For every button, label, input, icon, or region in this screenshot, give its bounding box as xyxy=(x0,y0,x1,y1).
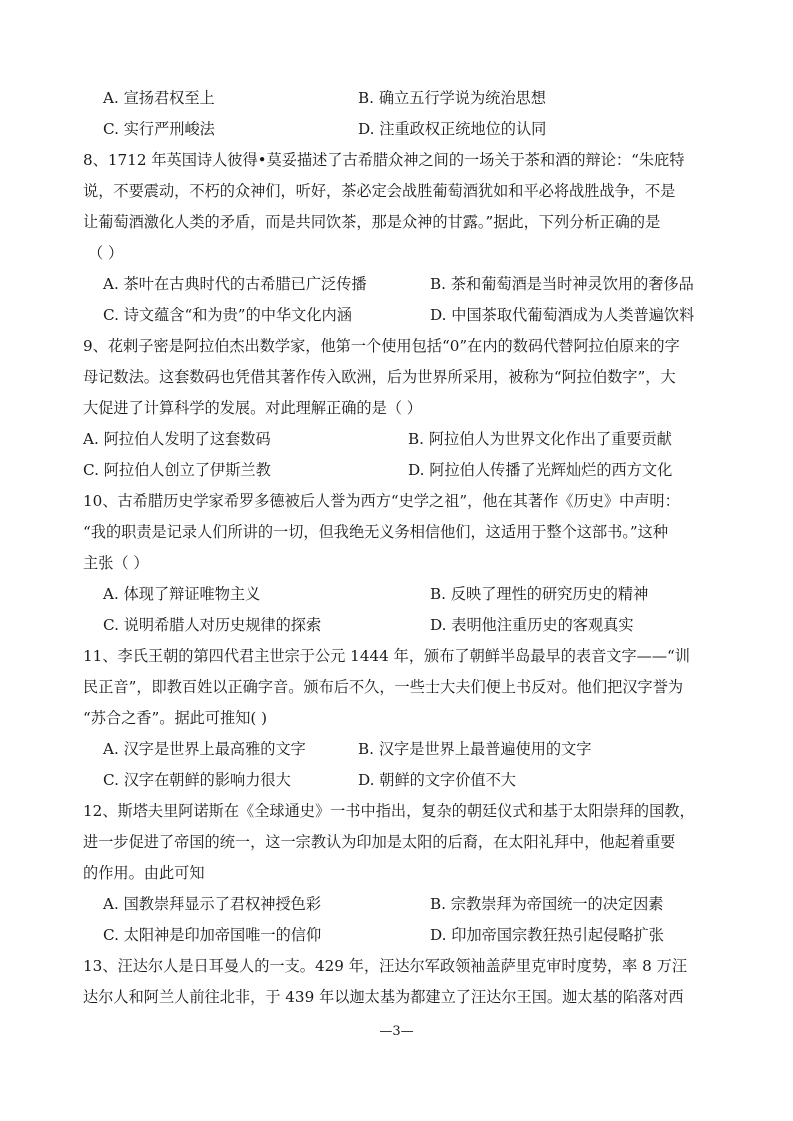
q8-option-b: B. 茶和葡萄酒是当时神灵饮用的奢侈品 xyxy=(430,275,694,293)
q12-option-d: D. 印加帝国宗教狂热引起侵略扩张 xyxy=(430,926,664,944)
q7-option-a: A. 宣扬君权至上 xyxy=(103,89,215,107)
q9-option-d: D. 阿拉伯人传播了光辉灿烂的西方文化 xyxy=(408,461,673,479)
q7-option-d: D. 注重政权正统地位的认同 xyxy=(358,120,547,138)
q11-option-a: A. 汉字是世界上最高雅的文字 xyxy=(103,740,306,758)
q9-option-b: B. 阿拉伯人为世界文化作出了重要贡献 xyxy=(408,430,672,448)
q10-option-b: B. 反映了理性的研究历史的精神 xyxy=(430,585,649,603)
q9-stem-line-3: 大促进了计算科学的发展。对此理解正确的是（ ） xyxy=(83,399,422,417)
q10-stem-line-3: 主张（ ） xyxy=(83,554,149,572)
q11-option-c: C. 汉字在朝鲜的影响力很大 xyxy=(103,771,291,789)
q12-option-c: C. 太阳神是印加帝国唯一的信仰 xyxy=(103,926,322,944)
q10-stem-line-2: “我的职责是记录人们所讲的一切，但我绝无义务相信他们，这适用于整个这部书。”这种 xyxy=(83,523,669,541)
q9-stem-line-2: 母记数法。这套数码也凭借其著作传入欧洲，后为世界所采用，被称为“阿拉伯数字”，大 xyxy=(83,368,676,386)
q10-option-c: C. 说明希腊人对历史规律的探索 xyxy=(103,616,322,634)
q11-option-d: D. 朝鲜的文字价值不大 xyxy=(358,771,516,789)
q13-stem-line-1: 13、汪达尔人是日耳曼人的一支。429 年，汪达尔军政领袖盖萨里克审时度势，率 8 万汪 xyxy=(83,957,688,975)
q8-stem-line-1: 8、1712 年英国诗人彼得•莫妥描述了古希腊众神之间的一场关于茶和酒的辩论：“朱庇特 xyxy=(83,151,685,169)
q10-option-a: A. 体现了辩证唯物主义 xyxy=(103,585,261,603)
q12-option-a: A. 国教崇拜显示了君权神授色彩 xyxy=(103,895,322,913)
q8-stem-line-2: 说，不要震动，不朽的众神们，听好，茶必定会战胜葡萄酒犹如和平必将战胜战争，不是 xyxy=(83,182,676,200)
q9-stem-line-1: 9、花剌子密是阿拉伯杰出数学家，他第一个使用包括“0”在内的数码代替阿拉伯原来的字 xyxy=(83,337,680,355)
q13-stem-line-2: 达尔人和阿兰人前往北非，于 439 年以迦太基为都建立了汪达尔王国。迦太基的陷落对西 xyxy=(83,988,684,1006)
q7-option-c: C. 实行严刑峻法 xyxy=(103,120,215,138)
q11-stem-line-2: 民正音”，即教百姓以正确字音。颁布后不久，一些士大夫们便上书反对。他们把汉字誉为 xyxy=(83,678,684,696)
q8-answer-bracket: （ ） xyxy=(88,244,124,262)
q8-stem-line-3: 让葡萄酒激化人类的矛盾，而是共同饮茶，那是众神的甘露。”据此，下列分析正确的是 xyxy=(83,213,661,231)
q11-stem-line-1: 11、李氏王朝的第四代君主世宗于公元 1444 年，颁布了朝鲜半岛最早的表音文字——“训 xyxy=(83,647,690,665)
q12-option-b: B. 宗教崇拜为帝国统一的决定因素 xyxy=(430,895,664,913)
q8-option-d: D. 中国茶取代葡萄酒成为人类普遍饮料 xyxy=(430,306,695,324)
q12-stem-line-2: 进一步促进了帝国的统一，这一宗教认为印加是太阳的后裔，在太阳礼拜中，他起着重要 xyxy=(83,833,676,851)
q12-stem-line-3: 的作用。由此可知 xyxy=(83,864,205,882)
q7-option-b: B. 确立五行学说为统治思想 xyxy=(358,89,546,107)
q8-option-a: A. 茶叶在古典时代的古希腊已广泛传播 xyxy=(103,275,367,293)
q12-stem-line-1: 12、斯塔夫里阿诺斯在《全球通史》一书中指出，复杂的朝廷仪式和基于太阳崇拜的国教， xyxy=(83,802,695,820)
page-number: —3— xyxy=(379,1024,414,1039)
q11-stem-line-3: “苏合之香”。据此可推知( ) xyxy=(83,709,268,727)
q9-option-a: A. 阿拉伯人发明了这套数码 xyxy=(83,430,271,448)
q10-stem-line-1: 10、古希腊历史学家希罗多德被后人誉为西方“史学之祖”，他在其著作《历史》中声明： xyxy=(83,492,680,510)
q10-option-d: D. 表明他注重历史的客观真实 xyxy=(430,616,634,634)
q9-option-c: C. 阿拉伯人创立了伊斯兰教 xyxy=(83,461,271,479)
q11-option-b: B. 汉字是世界上最普遍使用的文字 xyxy=(358,740,592,758)
q8-option-c: C. 诗文蕴含“和为贵”的中华文化内涵 xyxy=(103,306,352,324)
